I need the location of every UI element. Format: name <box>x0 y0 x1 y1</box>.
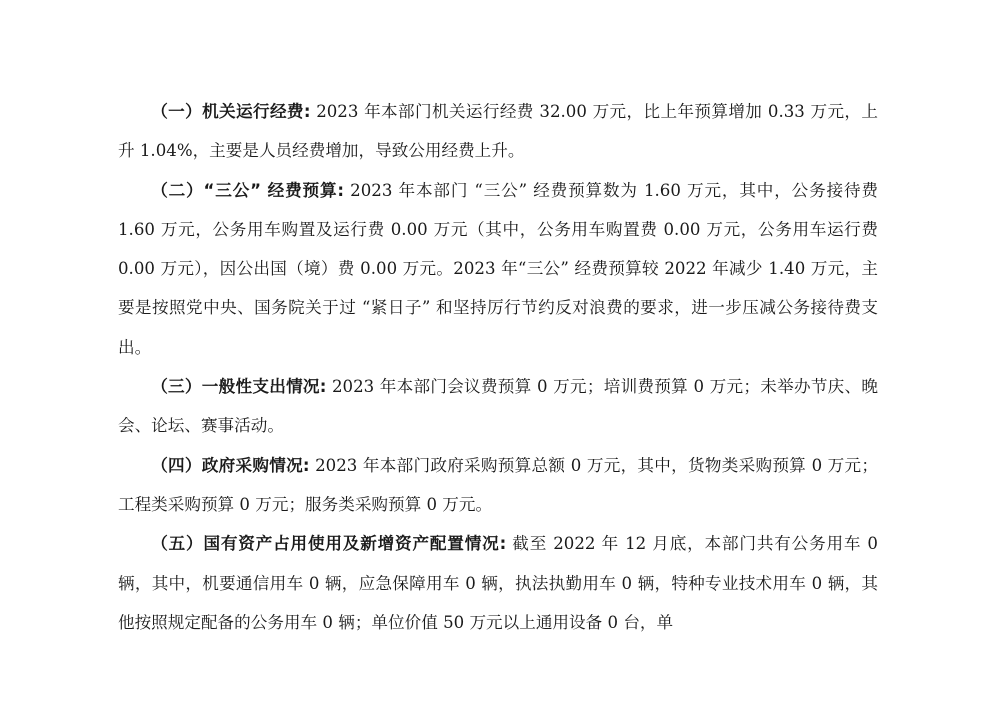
paragraph-heading: （三）一般性支出情况: <box>151 377 327 397</box>
paragraph-general-expenses <box>118 367 878 446</box>
paragraph-text: 2023 年本部门政府采购预算总额 0 万元，其中，货物类采购预算 0 万元；工程类采购预算 0 万元；服务类采购预算 0 万元。 <box>118 455 878 514</box>
paragraph-heading: （一）机关运行经费: <box>151 102 311 121</box>
paragraph-heading: （四）政府采购情况: <box>151 455 310 475</box>
paragraph-operating-expenses <box>118 92 878 171</box>
paragraph-heading: （五）国有资产占用使用及新增资产配置情况: <box>151 534 507 554</box>
paragraph-text: 2023 年本部门会议费预算 0 万元；培训费预算 0 万元；未举办节庆、晚会、论坛、赛事活动。 <box>118 377 878 436</box>
paragraph-state-assets <box>118 524 878 642</box>
paragraph-three-public-expenses <box>118 171 878 367</box>
document-body <box>118 92 878 642</box>
paragraph-text: 截至 2022 年 12 月底，本部门共有公务用车 0 辆，其中，机要通信用车 0 辆，应急保障用车 0 辆，执法执勤用车 0 辆，特种专业技术用车 0 辆，其他按照规定配备的公务用车 0 辆；单位价值 50 万元以上通用设备 0 台，单 <box>118 534 878 632</box>
paragraph-heading: （二）“三公” 经费预算: <box>151 180 345 200</box>
paragraph-government-procurement <box>118 446 878 525</box>
paragraph-text: 2023 年本部门机关运行经费 32.00 万元，比上年预算增加 0.33 万元，上升 1.04%，主要是人员经费增加，导致公用经费上升。 <box>118 102 878 161</box>
paragraph-text: 2023 年本部门 “三公” 经费预算数为 1.60 万元，其中，公务接待费 1.60 万元，公务用车购置及运行费 0.00 万元（其中，公务用车购置费 0.00 万元，公务用车运行费 0.00 万元），因公出国（境）费 0.00 万元。2023 年“三公” 经费预算较 2022 年减少 1.40 万元，主要是按照党中央、国务院关于过 “紧日子” 和坚持厉行节约反对浪费的要求，进一步压减公务接待费支出。 <box>118 180 878 357</box>
